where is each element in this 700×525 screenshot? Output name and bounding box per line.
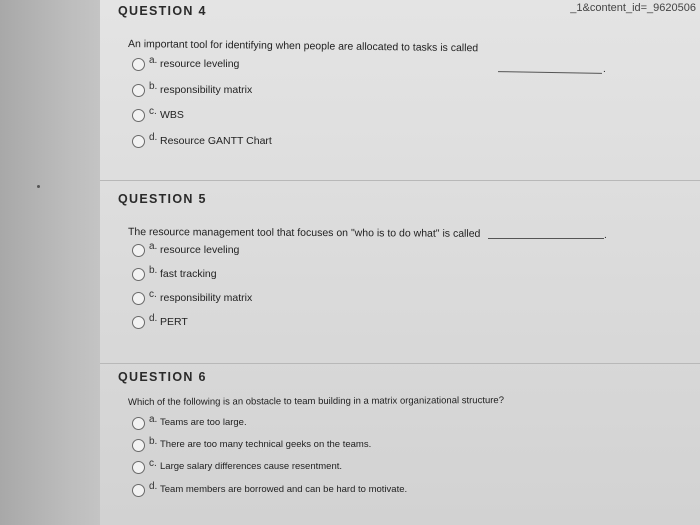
- left-margin: [0, 0, 100, 525]
- question-prompt: [128, 226, 480, 240]
- question-prompt-text: Which of the following is an obstacle to team building in a matrix organizational structure?: [127, 395, 505, 408]
- option-text: Teams are too large.: [160, 417, 247, 428]
- question-divider: [100, 180, 700, 181]
- option-text: PERT: [160, 316, 188, 328]
- radio-button[interactable]: [132, 439, 145, 452]
- option-letter: d.: [149, 481, 158, 492]
- radio-button[interactable]: [132, 244, 145, 257]
- option-text: There are too many technical geeks on the teams.: [160, 439, 372, 450]
- option-letter: c.: [149, 458, 157, 469]
- question-title: QUESTION 5: [118, 192, 207, 206]
- question-title: QUESTION 4: [118, 4, 207, 18]
- option-text: responsibility matrix: [160, 292, 253, 304]
- question-divider: [100, 363, 700, 364]
- radio-button[interactable]: [132, 417, 145, 430]
- option-text: resource leveling: [160, 244, 240, 256]
- answer-blank-line: [488, 238, 604, 239]
- option-text: Team members are borrowed and can be hard to motivate.: [160, 484, 408, 495]
- question-prompt: [128, 395, 504, 408]
- url-fragment: _1&content_id=_9620506: [570, 2, 696, 14]
- option-letter: a.: [149, 414, 158, 425]
- option-letter: b.: [149, 265, 158, 276]
- radio-button[interactable]: [132, 292, 145, 305]
- option-text: WBS: [160, 109, 184, 121]
- option-text: fast tracking: [160, 268, 217, 280]
- radio-button[interactable]: [132, 109, 145, 122]
- prompt-trailing-period: .: [604, 230, 607, 241]
- question-prompt-text: An important tool for identifying when people are allocated to tasks is called: [127, 38, 479, 55]
- radio-button[interactable]: [132, 268, 145, 281]
- option-letter: d.: [149, 132, 158, 143]
- option-letter: b.: [149, 81, 158, 92]
- question-prompt: [128, 38, 478, 54]
- quiz-content: [100, 0, 700, 525]
- option-letter: a.: [149, 241, 158, 252]
- option-text: Resource GANTT Chart: [160, 135, 272, 147]
- radio-button[interactable]: [132, 484, 145, 497]
- option-text: Large salary differences cause resentment.: [160, 461, 343, 472]
- answer-blank-line: [498, 71, 602, 74]
- option-letter: a.: [149, 55, 158, 66]
- radio-button[interactable]: [132, 84, 145, 97]
- option-letter: d.: [149, 313, 158, 324]
- option-text: responsibility matrix: [160, 84, 253, 96]
- radio-button[interactable]: [132, 135, 145, 148]
- option-letter: c.: [149, 289, 157, 300]
- question-prompt-text: The resource management tool that focuses on "who is to do what" is called: [127, 226, 481, 240]
- margin-dot: [37, 185, 40, 188]
- question-title: QUESTION 6: [118, 370, 207, 384]
- option-letter: b.: [149, 436, 158, 447]
- option-text: resource leveling: [160, 58, 240, 70]
- radio-button[interactable]: [132, 58, 145, 71]
- prompt-trailing-period: .: [603, 64, 606, 75]
- option-letter: c.: [149, 106, 157, 117]
- radio-button[interactable]: [132, 461, 145, 474]
- radio-button[interactable]: [132, 316, 145, 329]
